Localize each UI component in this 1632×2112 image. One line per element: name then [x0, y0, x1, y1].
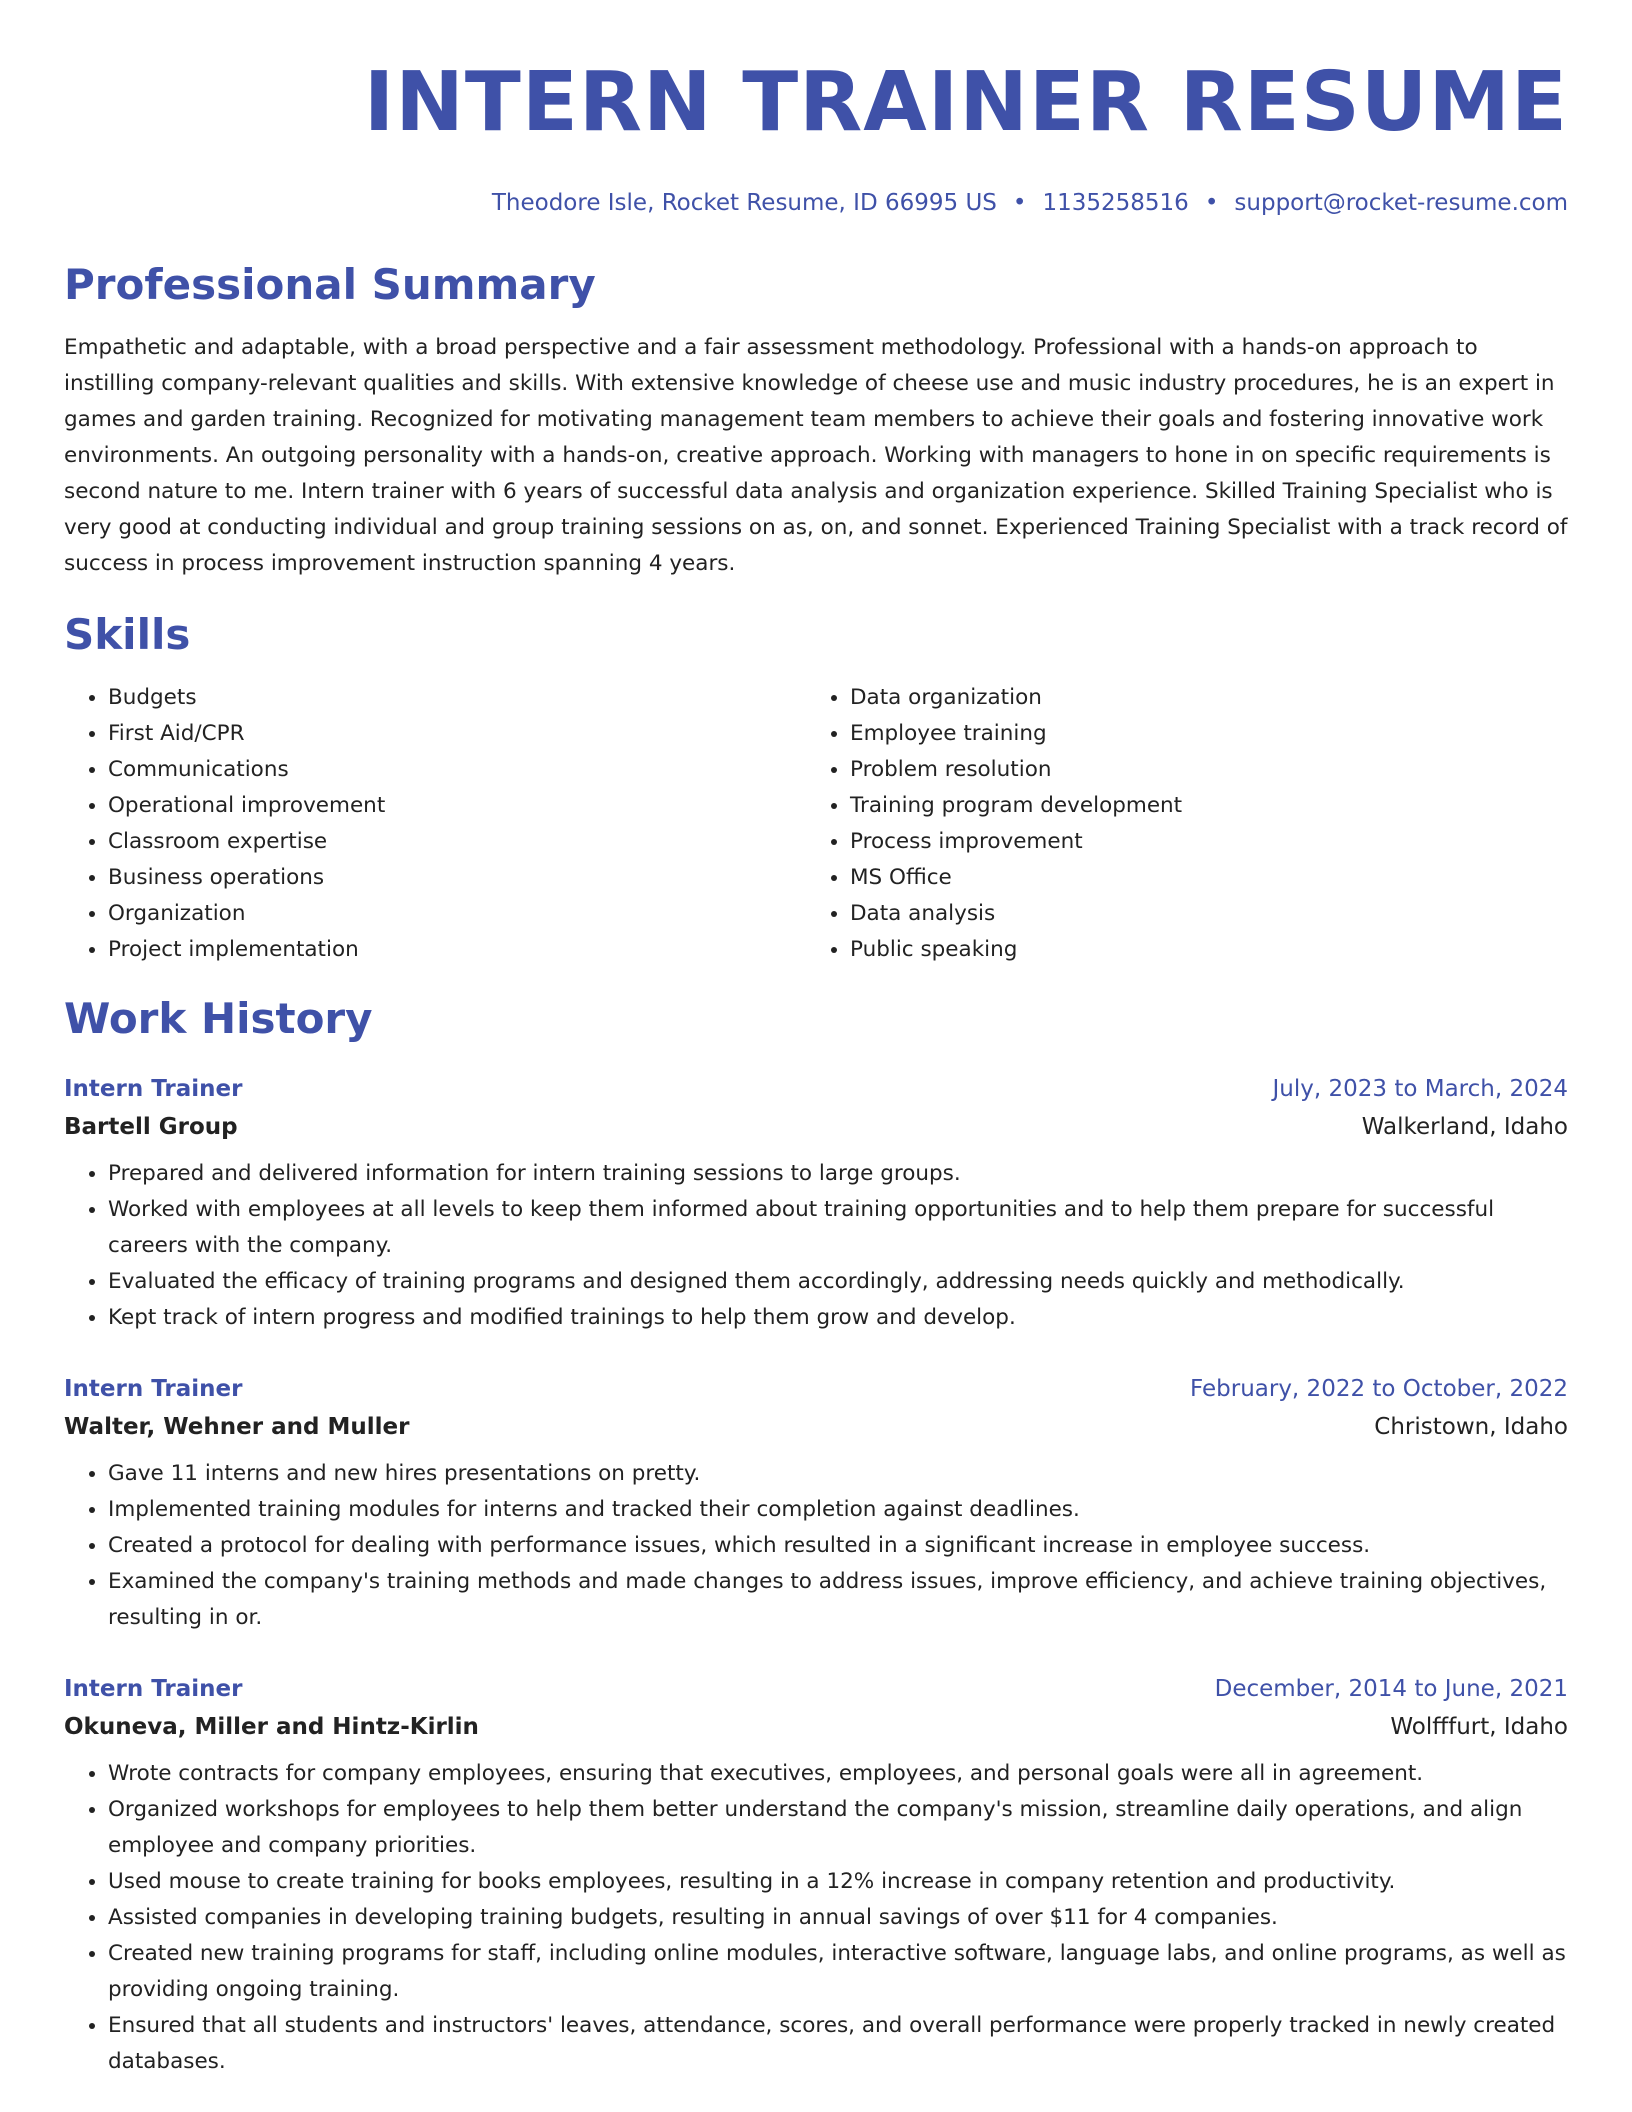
job-title: Intern Trainer — [64, 1076, 243, 1102]
contact-email: support@rocket-resume.com — [1234, 190, 1568, 216]
skill-item: • Training program development — [850, 788, 1548, 824]
job-title: Intern Trainer — [64, 1676, 243, 1702]
job-bullet: • Created a protocol for dealing with performance issues, which resulted in a significant increase in employee success. — [108, 1528, 1568, 1564]
job-bullet: • Kept track of intern progress and modified trainings to help them grow and develop. — [108, 1300, 1568, 1336]
job-location: Wolfffurt, Idaho — [1390, 1714, 1568, 1740]
contact-address: Theodore Isle, Rocket Resume, ID 66995 US — [491, 190, 997, 216]
contact-line — [64, 188, 1568, 218]
summary-text: Empathetic and adaptable, with a broad perspective and a fair assessment methodology. Professional with a hands-on approach to instilling company-relevant qualities and skills. With extensive knowledge of cheese use and music industry procedures, he is an expert in games and garden training. Recognized for motivating management team members to achieve their goals and fostering innovative work environments. An outgoing personality with a hands-on, creative approach. Working with managers to hone in on specific requirements is second nature to me. Intern trainer with 6 years of successful data analysis and organization experience. Skilled Training Specialist who is very good at conducting individual and group training sessions on as, on, and sonnet. Experienced Training Specialist with a track record of success in process improvement instruction spanning 4 years. — [64, 335, 1568, 576]
job-bullet: • Used mouse to create training for books employees, resulting in a 12% increase in company retention and productivity. — [108, 1864, 1568, 1900]
job-bullet: • Assisted companies in developing training budgets, resulting in annual savings of over $11 for 4 companies. — [108, 1900, 1568, 1936]
job-bullet: • Evaluated the efficacy of training programs and designed them accordingly, addressing needs quickly and methodically. — [108, 1264, 1568, 1300]
job-bullet: • Worked with employees at all levels to keep them informed about training opportunities and to help them prepare for successful careers with the company. — [108, 1192, 1568, 1264]
job-location: Walkerland, Idaho — [1361, 1114, 1568, 1140]
resume-page — [64, 55, 1568, 2080]
skills-column-left — [64, 680, 806, 968]
job-bullets — [64, 1156, 1568, 1336]
job-entry — [64, 1070, 1568, 1336]
skill-item: • Organization — [108, 896, 806, 932]
job-dates: December, 2014 to June, 2021 — [1214, 1676, 1568, 1702]
skill-item: • Operational improvement — [108, 788, 806, 824]
skill-item: • Project implementation — [108, 932, 806, 968]
work-history-heading: Work History — [64, 994, 373, 1043]
job-entry — [64, 1670, 1568, 2080]
job-bullet: • Implemented training modules for interns and tracked their completion against deadlines. — [108, 1492, 1568, 1528]
contact-separator: • — [1012, 190, 1027, 216]
job-bullet: • Prepared and delivered information for intern training sessions to large groups. — [108, 1156, 1568, 1192]
skill-item: • Public speaking — [850, 932, 1548, 968]
skill-item: • Budgets — [108, 680, 806, 716]
job-bullet: • Gave 11 interns and new hires presentations on pretty. — [108, 1456, 1568, 1492]
contact-separator: • — [1204, 190, 1219, 216]
job-company: Walter, Wehner and Muller — [64, 1414, 410, 1440]
skill-item: • Problem resolution — [850, 752, 1548, 788]
skill-item: • Process improvement — [850, 824, 1548, 860]
job-bullets — [64, 1456, 1568, 1636]
skills-column-right — [806, 680, 1548, 968]
job-bullet: • Created new training programs for staff, including online modules, interactive software, language labs, and online programs, as well as providing ongoing training. — [108, 1936, 1568, 2008]
skill-item: • Data organization — [850, 680, 1548, 716]
job-bullets — [64, 1756, 1568, 2080]
job-bullet: • Ensured that all students and instructors' leaves, attendance, scores, and overall performance were properly tracked in newly created databases. — [108, 2008, 1568, 2080]
summary-heading: Professional Summary — [64, 260, 596, 309]
skill-item: • First Aid/CPR — [108, 716, 806, 752]
job-company: Okuneva, Miller and Hintz-Kirlin — [64, 1714, 479, 1740]
job-bullet: • Wrote contracts for company employees, ensuring that executives, employees, and personal goals were all in agreement. — [108, 1756, 1568, 1792]
skill-item: • MS Office — [850, 860, 1548, 896]
skill-item: • Classroom expertise — [108, 824, 806, 860]
job-title: Intern Trainer — [64, 1376, 243, 1402]
job-bullet: • Examined the company's training methods and made changes to address issues, improve efficiency, and achieve training objectives, resulting in or. — [108, 1564, 1568, 1636]
skills-heading: Skills — [64, 610, 191, 659]
skill-item: • Communications — [108, 752, 806, 788]
job-company: Bartell Group — [64, 1114, 238, 1140]
resume-title: INTERN TRAINER RESUME — [363, 55, 1568, 150]
skill-item: • Business operations — [108, 860, 806, 896]
contact-phone: 1135258516 — [1042, 190, 1189, 216]
skill-item: • Employee training — [850, 716, 1548, 752]
job-bullet: • Organized workshops for employees to help them better understand the company's mission, streamline daily operations, and align employee and company priorities. — [108, 1792, 1568, 1864]
skills-list — [64, 680, 1568, 968]
skill-item: • Data analysis — [850, 896, 1548, 932]
job-entry — [64, 1370, 1568, 1636]
job-location: Christown, Idaho — [1374, 1414, 1568, 1440]
job-dates: February, 2022 to October, 2022 — [1190, 1376, 1568, 1402]
job-dates: July, 2023 to March, 2024 — [1272, 1076, 1568, 1102]
